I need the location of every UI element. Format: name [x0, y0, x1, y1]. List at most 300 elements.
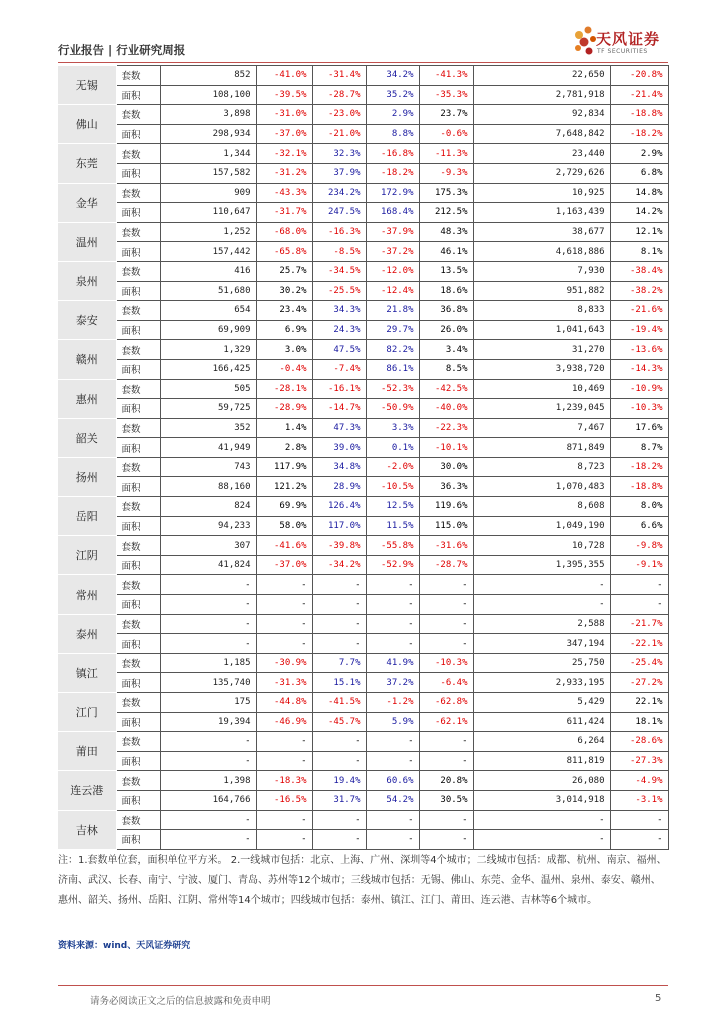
value-cell: -37.0%: [256, 124, 312, 144]
value-cell: 8.5%: [419, 359, 473, 379]
value-cell: 12.1%: [610, 222, 668, 242]
area-label-cell: 面积: [116, 320, 160, 340]
value-cell: -46.9%: [256, 712, 312, 732]
value-cell: 347,194: [473, 634, 610, 654]
value-cell: -11.3%: [419, 144, 473, 164]
table-row: [58, 536, 668, 556]
value-cell: -42.5%: [419, 379, 473, 399]
value-cell: 38,677: [473, 222, 610, 242]
value-cell: 3,898: [160, 105, 256, 125]
value-cell: -: [419, 614, 473, 634]
table-row: [58, 790, 668, 810]
value-cell: -25.4%: [610, 653, 668, 673]
value-cell: -2.0%: [366, 457, 419, 477]
value-cell: 69.9%: [256, 497, 312, 517]
value-cell: 0.1%: [366, 438, 419, 458]
value-cell: 34.2%: [366, 66, 419, 86]
value-cell: -12.0%: [366, 261, 419, 281]
value-cell: -27.3%: [610, 751, 668, 771]
value-cell: -18.2%: [610, 457, 668, 477]
city-name-cell: 泰安: [58, 301, 116, 340]
area-label-cell: 面积: [116, 399, 160, 419]
value-cell: -7.4%: [312, 359, 366, 379]
value-cell: 22.1%: [610, 693, 668, 713]
value-cell: 37.9%: [312, 163, 366, 183]
value-cell: -: [312, 575, 366, 595]
value-cell: -40.0%: [419, 399, 473, 419]
value-cell: -10.3%: [610, 399, 668, 419]
value-cell: -: [256, 634, 312, 654]
value-cell: -10.3%: [419, 653, 473, 673]
table-row: [58, 438, 668, 458]
value-cell: 505: [160, 379, 256, 399]
value-cell: -8.5%: [312, 242, 366, 262]
value-cell: -55.8%: [366, 536, 419, 556]
value-cell: 909: [160, 183, 256, 203]
city-name-cell: 泉州: [58, 261, 116, 300]
value-cell: 7,467: [473, 418, 610, 438]
value-cell: -41.0%: [256, 66, 312, 86]
value-cell: -: [610, 830, 668, 850]
city-name-cell: 佛山: [58, 105, 116, 144]
value-cell: 28.9%: [312, 477, 366, 497]
value-cell: 2,588: [473, 614, 610, 634]
value-cell: -39.5%: [256, 85, 312, 105]
value-cell: 157,582: [160, 163, 256, 183]
value-cell: -37.2%: [366, 242, 419, 262]
value-cell: 6,264: [473, 732, 610, 752]
value-cell: 25.7%: [256, 261, 312, 281]
value-cell: 2.9%: [366, 105, 419, 125]
city-name-cell: 镇江: [58, 653, 116, 692]
value-cell: -41.3%: [419, 66, 473, 86]
value-cell: -16.8%: [366, 144, 419, 164]
value-cell: 25,750: [473, 653, 610, 673]
value-cell: 4,618,886: [473, 242, 610, 262]
city-name-cell: 泰州: [58, 614, 116, 653]
table-row: [58, 183, 668, 203]
value-cell: 8.1%: [610, 242, 668, 262]
area-label-cell: 面积: [116, 634, 160, 654]
city-name-cell: 赣州: [58, 340, 116, 379]
value-cell: -: [160, 810, 256, 830]
value-cell: 126.4%: [312, 497, 366, 517]
table-row: [58, 85, 668, 105]
value-cell: -: [160, 614, 256, 634]
value-cell: 47.5%: [312, 340, 366, 360]
table-row: [58, 105, 668, 125]
units-label-cell: 套数: [116, 183, 160, 203]
value-cell: 30.0%: [419, 457, 473, 477]
value-cell: -9.8%: [610, 536, 668, 556]
value-cell: -: [419, 595, 473, 615]
table-row: [58, 320, 668, 340]
value-cell: 3.3%: [366, 418, 419, 438]
city-sales-table: [58, 65, 668, 850]
value-cell: 8,608: [473, 497, 610, 517]
value-cell: -: [366, 634, 419, 654]
value-cell: 10,925: [473, 183, 610, 203]
value-cell: 32.3%: [312, 144, 366, 164]
value-cell: 117.0%: [312, 516, 366, 536]
value-cell: 212.5%: [419, 203, 473, 223]
value-cell: -10.5%: [366, 477, 419, 497]
value-cell: 175.3%: [419, 183, 473, 203]
value-cell: -18.2%: [366, 163, 419, 183]
value-cell: 1,041,643: [473, 320, 610, 340]
table-row: [58, 399, 668, 419]
report-header-title: 行业报告 | 行业研究周报: [58, 43, 186, 57]
table-row: [58, 810, 668, 830]
table-row: [58, 634, 668, 654]
value-cell: 1,185: [160, 653, 256, 673]
value-cell: -: [160, 830, 256, 850]
value-cell: -31.4%: [312, 66, 366, 86]
value-cell: 811,819: [473, 751, 610, 771]
value-cell: -22.3%: [419, 418, 473, 438]
table-row: [58, 281, 668, 301]
value-cell: -: [610, 810, 668, 830]
value-cell: 3,938,720: [473, 359, 610, 379]
area-label-cell: 面积: [116, 124, 160, 144]
city-name-cell: 惠州: [58, 379, 116, 418]
value-cell: 2.8%: [256, 438, 312, 458]
table-row: [58, 712, 668, 732]
units-label-cell: 套数: [116, 614, 160, 634]
value-cell: 18.6%: [419, 281, 473, 301]
units-label-cell: 套数: [116, 536, 160, 556]
value-cell: 23.4%: [256, 301, 312, 321]
city-name-cell: 连云港: [58, 771, 116, 810]
value-cell: 41,824: [160, 555, 256, 575]
value-cell: 14.2%: [610, 203, 668, 223]
value-cell: 164,766: [160, 790, 256, 810]
value-cell: 39.0%: [312, 438, 366, 458]
value-cell: 307: [160, 536, 256, 556]
value-cell: 92,834: [473, 105, 610, 125]
footer-disclaimer: 请务必阅读正文之后的信息披露和免责申明: [90, 996, 271, 1007]
value-cell: 157,442: [160, 242, 256, 262]
value-cell: -: [366, 614, 419, 634]
units-label-cell: 套数: [116, 66, 160, 86]
value-cell: 7.7%: [312, 653, 366, 673]
value-cell: 82.2%: [366, 340, 419, 360]
value-cell: 5,429: [473, 693, 610, 713]
value-cell: -32.1%: [256, 144, 312, 164]
value-cell: 416: [160, 261, 256, 281]
value-cell: 1,239,045: [473, 399, 610, 419]
area-label-cell: 面积: [116, 673, 160, 693]
table-row: [58, 516, 668, 536]
value-cell: 23.7%: [419, 105, 473, 125]
value-cell: -30.9%: [256, 653, 312, 673]
value-cell: 234.2%: [312, 183, 366, 203]
value-cell: -9.3%: [419, 163, 473, 183]
value-cell: 30.2%: [256, 281, 312, 301]
value-cell: -16.5%: [256, 790, 312, 810]
value-cell: 8.8%: [366, 124, 419, 144]
value-cell: -: [610, 595, 668, 615]
value-cell: -: [366, 751, 419, 771]
value-cell: 15.1%: [312, 673, 366, 693]
value-cell: -37.9%: [366, 222, 419, 242]
value-cell: 172.9%: [366, 183, 419, 203]
value-cell: 175: [160, 693, 256, 713]
value-cell: -: [366, 810, 419, 830]
logo-text: 天风证券: [596, 30, 661, 48]
table-row: [58, 595, 668, 615]
table-row: [58, 575, 668, 595]
value-cell: 824: [160, 497, 256, 517]
value-cell: -: [256, 614, 312, 634]
units-label-cell: 套数: [116, 105, 160, 125]
value-cell: 37.2%: [366, 673, 419, 693]
value-cell: -41.5%: [312, 693, 366, 713]
value-cell: 19.4%: [312, 771, 366, 791]
value-cell: -18.8%: [610, 477, 668, 497]
units-label-cell: 套数: [116, 457, 160, 477]
value-cell: -: [419, 751, 473, 771]
value-cell: 298,934: [160, 124, 256, 144]
value-cell: -: [256, 575, 312, 595]
value-cell: 1,395,355: [473, 555, 610, 575]
value-cell: -21.7%: [610, 614, 668, 634]
value-cell: 26,080: [473, 771, 610, 791]
value-cell: -45.7%: [312, 712, 366, 732]
value-cell: 6.6%: [610, 516, 668, 536]
value-cell: -43.3%: [256, 183, 312, 203]
units-label-cell: 套数: [116, 222, 160, 242]
value-cell: -52.9%: [366, 555, 419, 575]
table-row: [58, 830, 668, 850]
value-cell: -68.0%: [256, 222, 312, 242]
value-cell: 69,909: [160, 320, 256, 340]
value-cell: 110,647: [160, 203, 256, 223]
value-cell: -: [312, 810, 366, 830]
units-label-cell: 套数: [116, 653, 160, 673]
table-row: [58, 457, 668, 477]
value-cell: 2,781,918: [473, 85, 610, 105]
value-cell: 5.9%: [366, 712, 419, 732]
value-cell: -: [160, 595, 256, 615]
value-cell: -13.6%: [610, 340, 668, 360]
value-cell: 1,070,483: [473, 477, 610, 497]
city-name-cell: 江阴: [58, 536, 116, 575]
value-cell: -: [610, 575, 668, 595]
value-cell: -38.2%: [610, 281, 668, 301]
value-cell: 1.4%: [256, 418, 312, 438]
value-cell: -21.6%: [610, 301, 668, 321]
value-cell: 31,270: [473, 340, 610, 360]
value-cell: -28.9%: [256, 399, 312, 419]
value-cell: -28.7%: [419, 555, 473, 575]
value-cell: -28.6%: [610, 732, 668, 752]
value-cell: 117.9%: [256, 457, 312, 477]
area-label-cell: 面积: [116, 595, 160, 615]
value-cell: 94,233: [160, 516, 256, 536]
value-cell: -: [419, 575, 473, 595]
value-cell: -41.6%: [256, 536, 312, 556]
page-number: 5: [655, 993, 662, 1004]
value-cell: 135,740: [160, 673, 256, 693]
value-cell: -4.9%: [610, 771, 668, 791]
value-cell: 654: [160, 301, 256, 321]
value-cell: -: [312, 634, 366, 654]
value-cell: -: [160, 751, 256, 771]
value-cell: 51,680: [160, 281, 256, 301]
value-cell: -14.7%: [312, 399, 366, 419]
value-cell: -: [256, 751, 312, 771]
city-name-cell: 扬州: [58, 457, 116, 496]
value-cell: -: [473, 575, 610, 595]
value-cell: -: [419, 810, 473, 830]
city-name-cell: 温州: [58, 222, 116, 261]
value-cell: -18.3%: [256, 771, 312, 791]
units-label-cell: 套数: [116, 301, 160, 321]
value-cell: 1,329: [160, 340, 256, 360]
value-cell: -: [366, 575, 419, 595]
value-cell: 48.3%: [419, 222, 473, 242]
value-cell: 47.3%: [312, 418, 366, 438]
value-cell: 34.3%: [312, 301, 366, 321]
value-cell: -: [256, 830, 312, 850]
value-cell: 611,424: [473, 712, 610, 732]
units-label-cell: 套数: [116, 379, 160, 399]
table-row: [58, 771, 668, 791]
value-cell: 12.5%: [366, 497, 419, 517]
value-cell: 86.1%: [366, 359, 419, 379]
value-cell: -34.2%: [312, 555, 366, 575]
value-cell: 2.9%: [610, 144, 668, 164]
value-cell: -20.8%: [610, 66, 668, 86]
value-cell: 29.7%: [366, 320, 419, 340]
value-cell: -50.9%: [366, 399, 419, 419]
value-cell: 6.8%: [610, 163, 668, 183]
value-cell: -16.1%: [312, 379, 366, 399]
value-cell: -18.2%: [610, 124, 668, 144]
area-label-cell: 面积: [116, 438, 160, 458]
value-cell: -: [160, 732, 256, 752]
table-row: [58, 751, 668, 771]
value-cell: 2,933,195: [473, 673, 610, 693]
value-cell: 108,100: [160, 85, 256, 105]
area-label-cell: 面积: [116, 477, 160, 497]
value-cell: 8.0%: [610, 497, 668, 517]
value-cell: 121.2%: [256, 477, 312, 497]
units-label-cell: 套数: [116, 261, 160, 281]
units-label-cell: 套数: [116, 418, 160, 438]
value-cell: -: [473, 595, 610, 615]
city-name-cell: 莆田: [58, 732, 116, 771]
units-label-cell: 套数: [116, 497, 160, 517]
value-cell: 54.2%: [366, 790, 419, 810]
value-cell: -39.8%: [312, 536, 366, 556]
value-cell: 41,949: [160, 438, 256, 458]
units-label-cell: 套数: [116, 810, 160, 830]
value-cell: 168.4%: [366, 203, 419, 223]
value-cell: -10.9%: [610, 379, 668, 399]
value-cell: 2,729,626: [473, 163, 610, 183]
units-label-cell: 套数: [116, 340, 160, 360]
city-name-cell: 岳阳: [58, 497, 116, 536]
value-cell: -: [366, 830, 419, 850]
value-cell: -12.4%: [366, 281, 419, 301]
value-cell: 10,728: [473, 536, 610, 556]
table-row: [58, 301, 668, 321]
value-cell: -: [473, 810, 610, 830]
value-cell: 1,252: [160, 222, 256, 242]
area-label-cell: 面积: [116, 830, 160, 850]
value-cell: -: [256, 810, 312, 830]
value-cell: 951,882: [473, 281, 610, 301]
data-table: [58, 65, 669, 850]
value-cell: 166,425: [160, 359, 256, 379]
value-cell: -: [419, 830, 473, 850]
table-row: [58, 497, 668, 517]
value-cell: -: [473, 830, 610, 850]
value-cell: -: [256, 732, 312, 752]
table-row: [58, 261, 668, 281]
value-cell: 7,930: [473, 261, 610, 281]
table-row: [58, 242, 668, 262]
value-cell: -37.0%: [256, 555, 312, 575]
data-source: 资料来源：wind、天风证券研究: [58, 941, 191, 951]
table-row: [58, 673, 668, 693]
city-name-cell: 常州: [58, 575, 116, 614]
value-cell: -: [312, 732, 366, 752]
table-row: [58, 614, 668, 634]
value-cell: 852: [160, 66, 256, 86]
value-cell: -9.1%: [610, 555, 668, 575]
city-name-cell: 江门: [58, 693, 116, 732]
value-cell: 6.9%: [256, 320, 312, 340]
value-cell: 11.5%: [366, 516, 419, 536]
table-row: [58, 203, 668, 223]
value-cell: -31.0%: [256, 105, 312, 125]
value-cell: 18.1%: [610, 712, 668, 732]
value-cell: -: [366, 595, 419, 615]
value-cell: 88,160: [160, 477, 256, 497]
value-cell: 41.9%: [366, 653, 419, 673]
value-cell: -: [366, 732, 419, 752]
units-label-cell: 套数: [116, 693, 160, 713]
value-cell: -28.1%: [256, 379, 312, 399]
value-cell: 36.8%: [419, 301, 473, 321]
value-cell: 60.6%: [366, 771, 419, 791]
value-cell: -23.0%: [312, 105, 366, 125]
value-cell: -0.6%: [419, 124, 473, 144]
value-cell: -3.1%: [610, 790, 668, 810]
area-label-cell: 面积: [116, 203, 160, 223]
table-row: [58, 555, 668, 575]
units-label-cell: 套数: [116, 771, 160, 791]
value-cell: -: [312, 614, 366, 634]
value-cell: -14.3%: [610, 359, 668, 379]
value-cell: 22,650: [473, 66, 610, 86]
value-cell: -: [160, 634, 256, 654]
footer-divider: [58, 985, 668, 986]
table-row: [58, 693, 668, 713]
table-row: [58, 477, 668, 497]
value-cell: -21.4%: [610, 85, 668, 105]
value-cell: -25.5%: [312, 281, 366, 301]
value-cell: 17.6%: [610, 418, 668, 438]
header-divider: [58, 62, 668, 63]
value-cell: -: [256, 595, 312, 615]
area-label-cell: 面积: [116, 790, 160, 810]
value-cell: 3.4%: [419, 340, 473, 360]
value-cell: 14.8%: [610, 183, 668, 203]
